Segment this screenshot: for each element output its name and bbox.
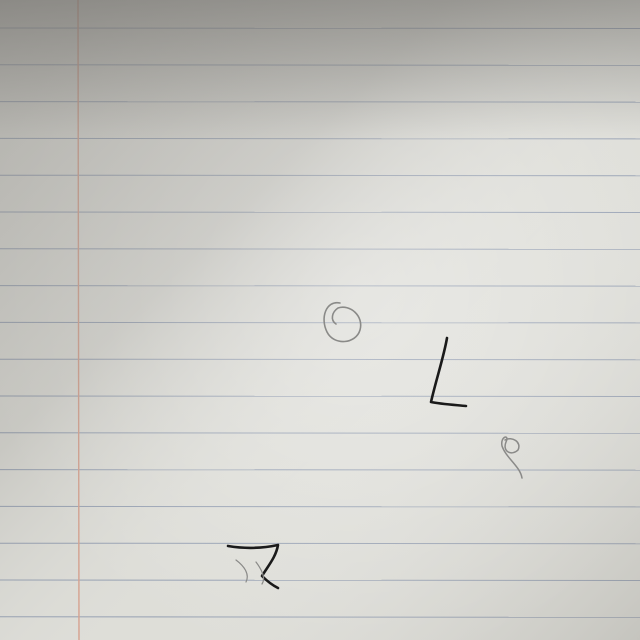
- top-shadow: [0, 0, 640, 140]
